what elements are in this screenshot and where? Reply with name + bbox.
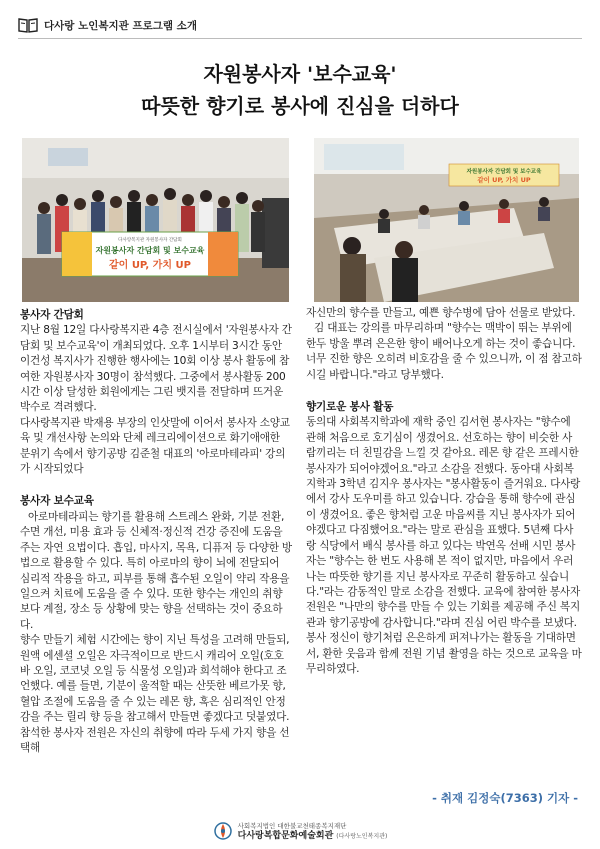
section-label: 다사랑 노인복지관 프로그램 소개 (44, 19, 197, 32)
reporter-byline: - 취재 김정숙(7363) 기자 - (432, 791, 578, 805)
paragraph: 지난 8월 12일 다사랑복지관 4층 전시실에서 '자원봉사자 간담회 및 보수교육'이 개최되었다. 오후 1시부터 3시간 동안 이건성 복지사가 진행한 행사에는 10회 이상 봉사 활동에 참여한 자원봉사자 30명이 참석했다. 그중에서 봉사활동 200시간 이상 달성한 회원에게는 그린 뱃지를 전달하며 뜨거운 박수로 격려했다. (20, 324, 292, 414)
open-book-icon (18, 17, 38, 33)
paragraph: 향수 만들기 체험 시간에는 향이 지닌 특성을 고려해 만들되, 원액 에센셜 오일은 자극적이므로 반드시 캐리어 오일(호호바 오일, 코코넛 오일 등 식물성 오일)과 희석해야 한다고 조언했다. 예를 들면, 기분이 울적할 때는 산뜻한 베르가못 향, 혈압 조절에 도움을 줄 수 있는 레몬 향, 혹은 심리적인 안정감을 주는 릴리 향 등을 참고해서 만들면 좋겠다고 덧붙였다. 참석한 봉사자 전원은 자신의 취향에 따라 두세 가지 향을 선택해 (20, 634, 290, 754)
paragraph-gap (306, 383, 582, 398)
section-header (18, 12, 582, 39)
paragraph: 자신만의 향수를 만들고, 예쁜 향수병에 담아 선물로 받았다. (306, 307, 576, 319)
footer-org-small: 사회복지법인 대한불교천태종복지재단 (237, 821, 347, 830)
group-photo (22, 138, 289, 302)
article-column-right (306, 306, 582, 677)
paragraph-gap (20, 477, 292, 492)
paragraph: 아로마테라피는 향기를 활용해 스트레스 완화, 기분 전환, 수면 개선, 미용 효과 등 신체적·정신적 건강 증진에 도움을 주는 자연 요법이다. 흡입, 마사지, 목욕, 디퓨저 등 다양한 방법으로 활용할 수 있다. 특히 아로마의 향이 뇌에 전달되어 심리적 작용을 하고, 피부를 통해 흡수된 오일이 약리 작용을 일으켜 치료에 도움을 줄 수 있다. 또한 향수는 개인의 취향보다 계절, 장소 등 상황에 맞는 향을 선택하는 것이 중요하다. (20, 510, 292, 631)
left-banner-slogan: 같이 UP, 가치 UP (109, 260, 191, 271)
subhead-refresher-training: 봉사자 보수교육 (20, 495, 94, 508)
org-logo-icon (213, 821, 233, 841)
left-banner-small: 다사랑복지관 자원봉사자 간담회 (118, 238, 182, 243)
article-column-left (20, 306, 292, 756)
headline-line-1: 자원봉사자 '보수교육' (203, 62, 397, 86)
right-banner-title: 자원봉사자 간담회 및 보수교육 (466, 169, 542, 175)
paragraph: 다사랑복지관 박재용 부장의 인삿말에 이어서 봉사자 소양교육 및 개선사항 논의와 단체 레크리에이션으로 화기애애한 분위기 속에서 향기공방 김준철 대표의 '아로마테라피' 강의가 시작되었다 (20, 416, 290, 476)
left-banner-title: 자원봉사자 간담회 및 보수교육 (95, 246, 205, 255)
paragraph: 김 대표는 강의를 마무리하며 "향수는 맥박이 뛰는 부위에 한두 방울 뿌려 은은한 향이 배어나오게 하는 것이 좋습니다. 너무 진한 향은 오히려 비호감을 줄 수 있으니까, 이 점 참고하시길 바랍니다."라고 당부했다. (306, 322, 582, 381)
right-banner-slogan: 같이 UP, 가치 UP (477, 176, 531, 184)
subhead-volunteer-meeting: 봉사자 간담회 (20, 309, 84, 321)
footer (0, 818, 600, 844)
subhead-fragrant-service: 향기로운 봉사 활동 (306, 401, 394, 414)
paragraph: 동의대 사회복지학과에 재학 중인 김서현 봉사자는 "향수에 관해 처음으로 호기심이 생겼어요. 선호하는 향이 비슷한 사람끼리는 더 친밀감을 느낄 것 같아요. 레몬 향 같은 프레시한 봉사자가 되어야겠어요."라고 소감을 전했다. 동아대 사회복지학과 3학년 김지우 봉사자는 "봉사활동이 즐거워요. 다사랑에서 강사 도우미를 하고 있습니다. 강습을 통해 향수에 관심이 생겼어요. 좋은 향처럼 고운 마음씨를 지닌 봉사자가 되어야겠다고 다짐했어요."라는 말로 관심을 표했다. 5년째 다사랑 식당에서 배식 봉사를 하고 있다는 박연옥 선배 시민 봉사자는 "향수는 한 번도 사용해 본 적이 없지만, 마음에서 우러나는 따뜻한 향기를 지닌 봉사자로 꾸준히 활동하고 싶습니다."라는 감동적인 말로 소감을 전했다. 교육에 참여한 봉사자 전원은 "나만의 향수를 만들 수 있는 기회를 제공해 주신 복지관과 향기공방에 감사합니다."라며 진심 어린 박수를 보냈다. 봉사 정신이 향기처럼 은은하게 퍼져나가는 활동을 기대하면서, 환한 웃음과 함께 전원 기념 촬영을 하는 것으로 교육을 마무리하였다. (306, 416, 582, 675)
footer-org-tag: (다사랑노인복지관) (336, 832, 388, 840)
classroom-photo (314, 138, 579, 302)
footer-org-name: 다사랑복합문화예술회관 (237, 830, 334, 841)
headline-line-2: 따뜻한 향기로 봉사에 진심을 더하다 (141, 94, 459, 118)
